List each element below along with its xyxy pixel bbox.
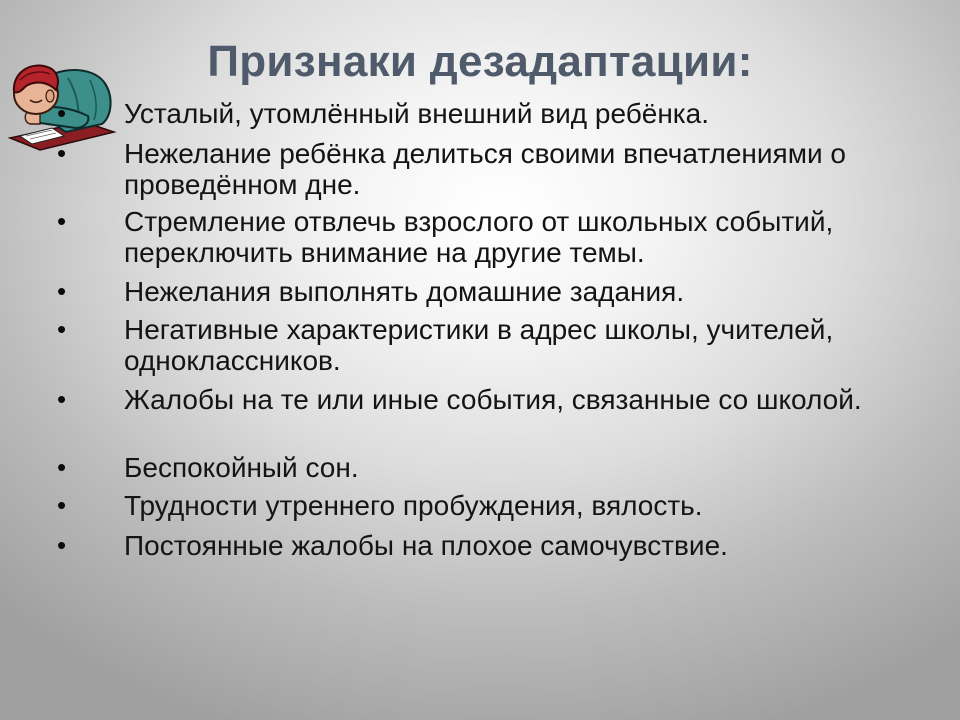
list-item-text: Стремление отвлечь взрослого от школьных событий, переключить внимание на другие темы. — [124, 206, 834, 268]
bullet-marker: • — [57, 98, 67, 128]
bullet-marker: • — [57, 384, 67, 414]
slide-title: Признаки дезадаптации: — [207, 37, 753, 86]
bullet-marker: • — [57, 314, 67, 344]
list-item-text: Усталый, утомлённый внешний вид ребёнка. — [124, 98, 710, 129]
list-item-text: Жалобы на те или иные события, связанные со школой. — [124, 384, 862, 415]
bullet-marker: • — [57, 530, 67, 560]
bullet-marker: • — [57, 490, 67, 520]
bullet-marker: • — [57, 206, 67, 236]
list-item-text: Постоянные жалобы на плохое самочувствие. — [124, 530, 728, 561]
list-item-text: Трудности утреннего пробуждения, вялость. — [124, 490, 703, 521]
list-item-text: Нежелания выполнять домашние задания. — [124, 276, 685, 307]
list-item-text: Нежелание ребёнка делиться своими впечатлениями о проведённом дне. — [124, 138, 846, 200]
bullet-marker: • — [57, 452, 67, 482]
bullet-marker: • — [57, 276, 67, 306]
list-item-text: Беспокойный сон. — [124, 452, 359, 483]
bullet-marker: • — [57, 138, 67, 168]
list-item-text: Негативные характеристики в адрес школы, учителей, одноклассников. — [124, 314, 834, 376]
